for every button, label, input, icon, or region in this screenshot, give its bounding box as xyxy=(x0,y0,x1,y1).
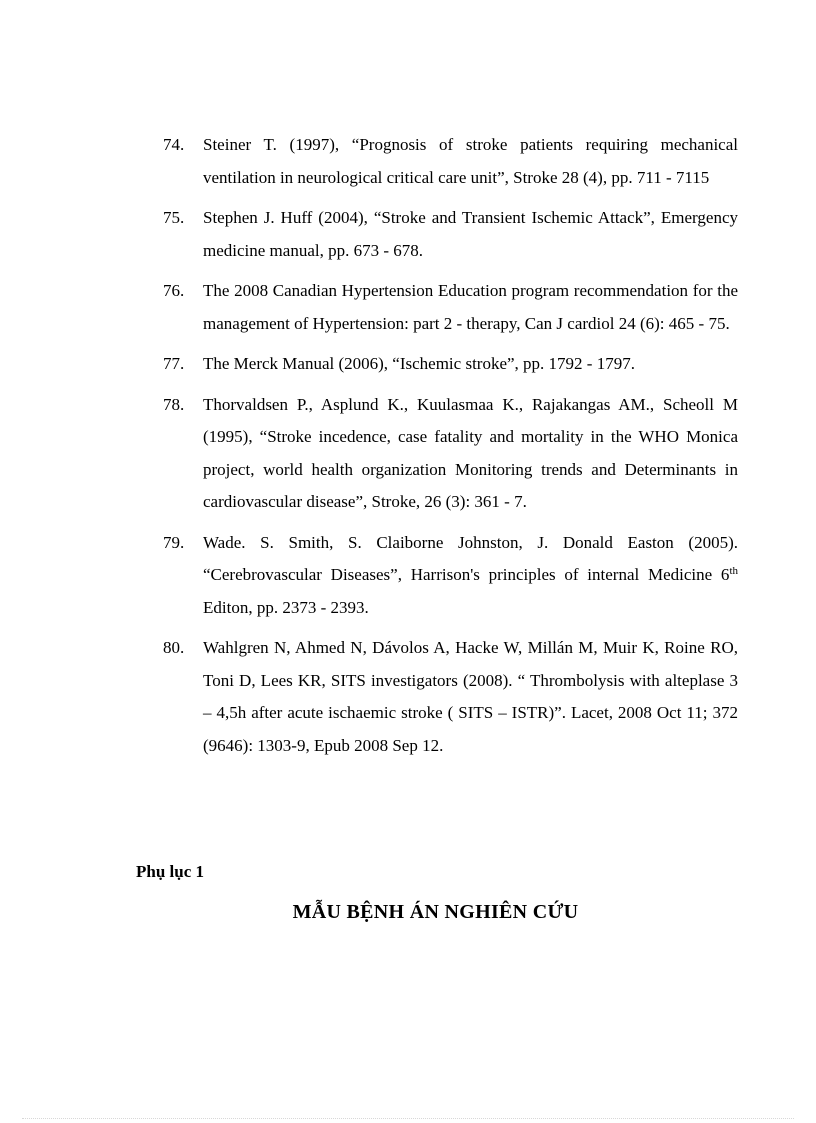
reference-item-76 xyxy=(163,275,738,340)
reference-number: 75. xyxy=(163,208,185,227)
reference-item-75 xyxy=(163,202,738,267)
reference-text: The Merck Manual (2006), “Ischemic stroke”, pp. 1792 - 1797. xyxy=(203,354,635,373)
reference-text: Thorvaldsen P., Asplund K., Kuulasmaa K., Rajakangas AM., Scheoll M (1995), “Stroke incedence, case fatality and mortality in the WHO Monica project, world health organization Monitoring trends and Determinants in cardiovascular disease”, Stroke, 26 (3): 361 - 7. xyxy=(203,394,738,511)
ordinal-superscript: th xyxy=(729,565,738,577)
reference-number: 80. xyxy=(163,638,185,657)
reference-number: 74. xyxy=(163,135,185,154)
reference-item-79 xyxy=(163,527,738,625)
reference-text-tail: Editon, pp. 2373 - 2393. xyxy=(203,597,369,617)
reference-number: 78. xyxy=(163,394,185,414)
reference-item-80 xyxy=(163,632,738,762)
reference-number: 79. xyxy=(163,532,185,552)
reference-text: The 2008 Canadian Hypertension Education program recommendation for the management of Hypertension: part 2 - therapy, Can J cardiol 24 (6): 465 - 75. xyxy=(203,281,738,333)
appendix-title: MẪU BỆNH ÁN NGHIÊN CỨU xyxy=(292,901,579,923)
reference-item-78 xyxy=(163,389,738,519)
reference-item-74 xyxy=(163,129,738,194)
reference-text: Stephen J. Huff (2004), “Stroke and Transient Ischemic Attack”, Emergency medicine manual, pp. 673 - 678. xyxy=(203,208,738,260)
reference-item-77 xyxy=(163,348,738,381)
reference-text xyxy=(203,527,738,625)
reference-number: 76. xyxy=(163,281,185,300)
reference-text: Wahlgren N, Ahmed N, Dávolos A, Hacke W, Millán M, Muir K, Roine RO, Toni D, Lees KR, SITS investigators (2008). “ Thrombolysis with alteplase 3 – 4,5h after acute ischaemic stroke ( SITS – ISTR)”. Lacet, 2008 Oct 11; 372 (9646): 1303-9, Epub 2008 Sep 12. xyxy=(203,638,738,755)
appendix-label: Phụ lục 1 xyxy=(136,862,205,881)
reference-text-main: Wade. S. Smith, S. Claiborne Johnston, J. Donald Easton (2005). “Cerebrovascular Diseases”, Harrison's principles of internal Medicine 6 xyxy=(203,532,738,584)
reference-list xyxy=(163,129,738,770)
page-bottom-divider xyxy=(22,1118,794,1119)
reference-number: 77. xyxy=(163,354,185,373)
reference-text: Steiner T. (1997), “Prognosis of stroke patients requiring mechanical ventilation in neurological critical care unit”, Stroke 28 (4), pp. 711 - 7115 xyxy=(203,135,738,187)
